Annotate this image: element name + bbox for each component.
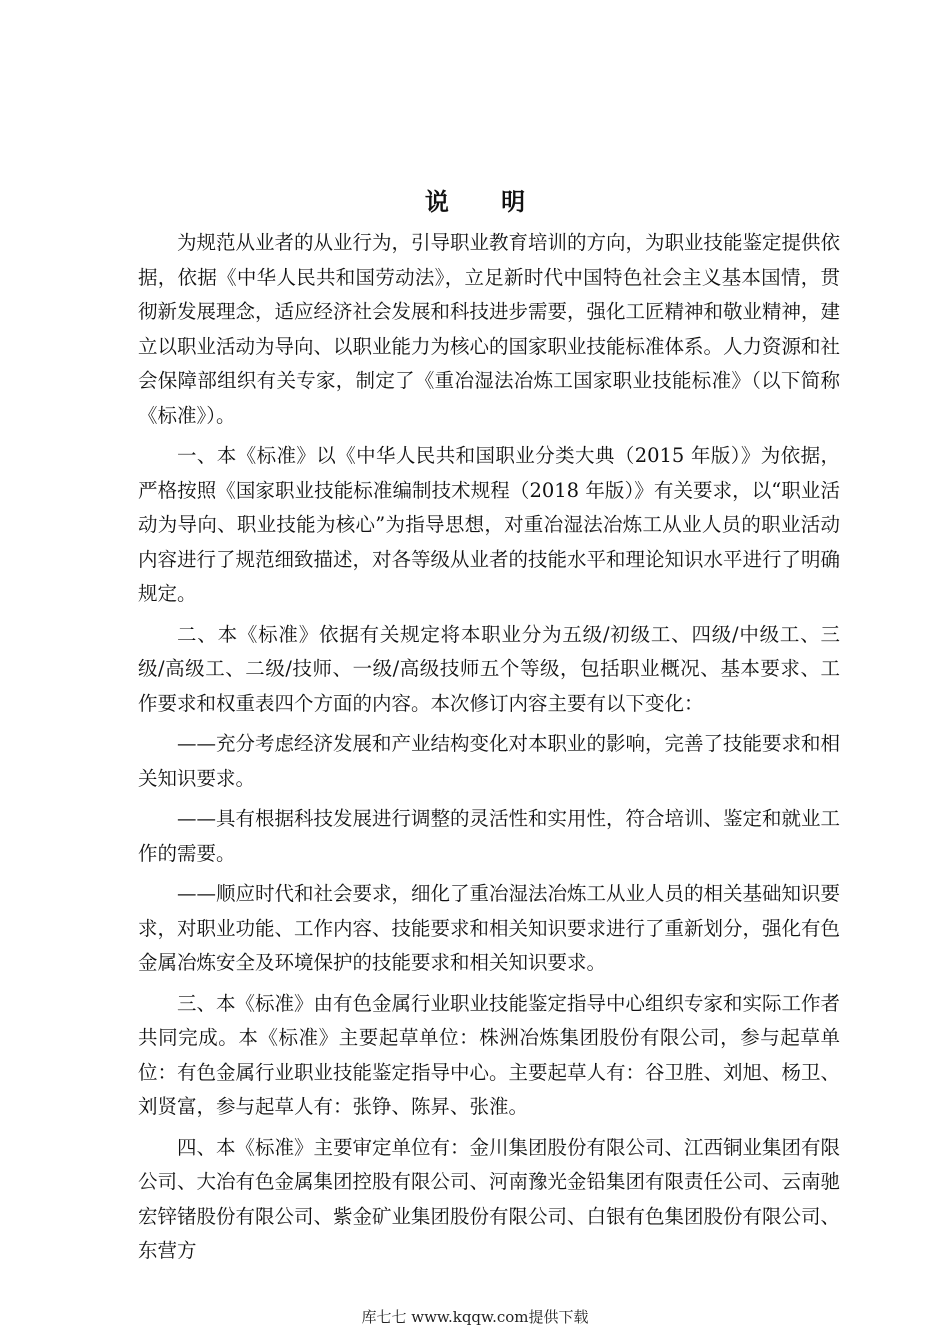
paragraph-change-3: ——顺应时代和社会要求，细化了重冶湿法冶炼工从业人员的相关基础知识要求，对职业功能、工作内容、技能要求和相关知识要求进行了重新划分，强化有色金属冶炼安全及环境保护的技能要求和相关知识要求。: [138, 882, 841, 974]
paragraph-section-1: 一、本《标准》以《中华人民共和国职业分类大典（2015 年版）》为依据，严格按照《国家职业技能标准编制技术规程（2018 年版）》有关要求，以“职业活动为导向、职业技能为核心”为指导思想，对重冶湿法冶炼工从业人员的职业活动内容进行了规范细致描述，对各等级从业者的技能水平和理论知识水平进行了明确规定。: [138, 444, 841, 605]
paragraph-section-4: 四、本《标准》主要审定单位有：金川集团股份有限公司、江西铜业集团有限公司、大冶有色金属集团控股有限公司、河南豫光金铅集团有限责任公司、云南驰宏锌锗股份有限公司、紫金矿业集团股份有限公司、白银有色集团股份有限公司、东营方: [138, 1135, 841, 1262]
paragraph-change-1: ——充分考虑经济发展和产业结构变化对本职业的影响，完善了技能要求和相关知识要求。: [138, 732, 841, 790]
paragraph-section-3: 三、本《标准》由有色金属行业职业技能鉴定指导中心组织专家和实际工作者共同完成。本《标准》主要起草单位：株洲冶炼集团股份有限公司，参与起草单位：有色金属行业职业技能鉴定指导中心。主要起草人有：谷卫胜、刘旭、杨卫、刘贤富，参与起草人有：张铮、陈昇、张淮。: [138, 991, 841, 1118]
paragraph-intro: 为规范从业者的从业行为，引导职业教育培训的方向，为职业技能鉴定提供依据，依据《中华人民共和国劳动法》，立足新时代中国特色社会主义基本国情，贯彻新发展理念，适应经济社会发展和科技进步需要，强化工匠精神和敬业精神，建立以职业活动为导向、以职业能力为核心的国家职业技能标准体系。人力资源和社会保障部组织有关专家，制定了《重冶湿法冶炼工国家职业技能标准》（以下简称《标准》）。: [138, 231, 841, 427]
body-text: [138, 226, 840, 1275]
paragraph-section-2: 二、本《标准》依据有关规定将本职业分为五级/初级工、四级/中级工、三级/高级工、二级/技师、一级/高级技师五个等级，包括职业概况、基本要求、工作要求和权重表四个方面的内容。本次修订内容主要有以下变化：: [138, 622, 840, 715]
page-title: 说 明: [424, 188, 548, 216]
paragraph-change-2: ——具有根据科技发展进行调整的灵活性和实用性，符合培训、鉴定和就业工作的需要。: [138, 807, 841, 865]
page-footer: 库七七 www.kqqw.com提供下载: [361, 1308, 589, 1326]
